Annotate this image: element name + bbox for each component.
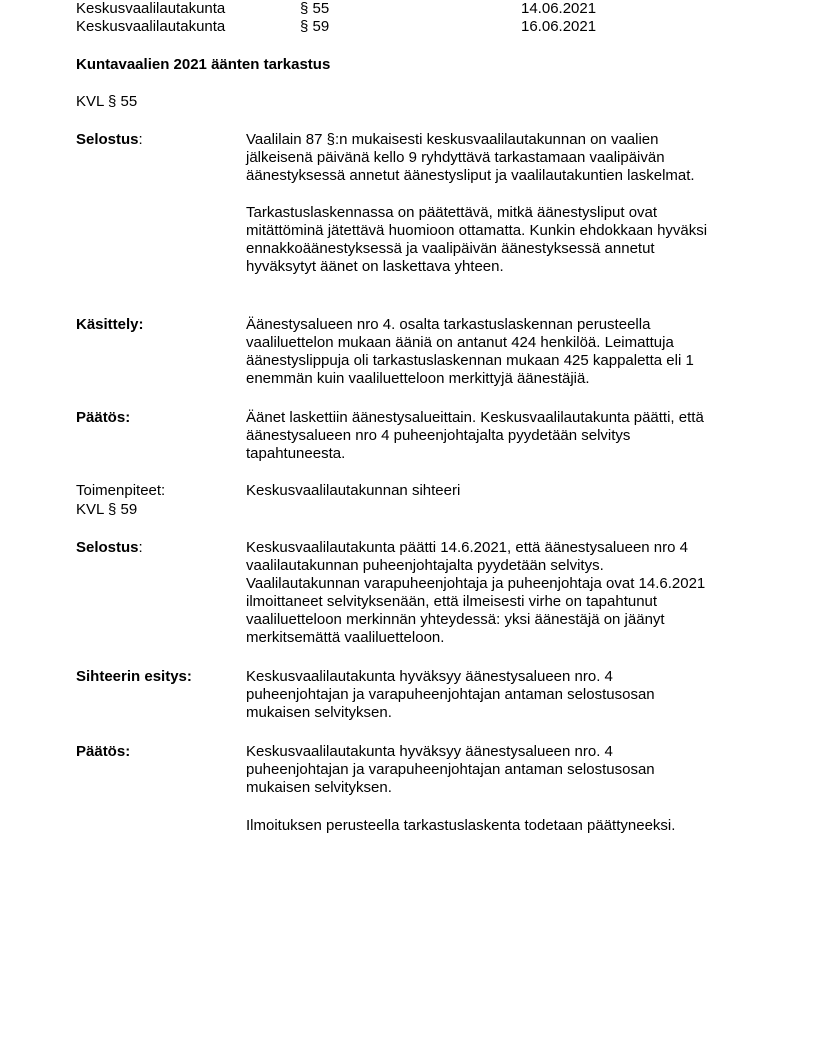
text-line: Keskusvaalilautakunta hyväksyy äänestysalueen nro. 4	[246, 743, 613, 760]
text-line: Vaalilain 87 §:n mukaisesti keskusvaalilautakunnan on vaalien	[246, 131, 659, 148]
text-line: puheenjohtajan ja varapuheenjohtajan antaman selostusosan	[246, 761, 655, 778]
text-line: Tarkastuslaskennassa on päätettävä, mitkä äänestysliput ovat	[246, 204, 658, 221]
reference-kvl-55: KVL § 55	[76, 93, 138, 110]
text-line: Äänet laskettiin äänestysalueittain. Keskusvaalilautakunta päätti, että	[246, 409, 704, 426]
label-selostus: Selostus:	[76, 539, 143, 556]
label-paatos: Päätös:	[76, 409, 131, 426]
paatos-text	[246, 409, 776, 463]
header-row	[76, 18, 776, 36]
selostus-text	[246, 131, 776, 185]
header-body: Keskusvaalilautakunta	[76, 18, 226, 35]
header-section: § 59	[300, 18, 330, 35]
page-title: Kuntavaalien 2021 äänten tarkastus	[76, 56, 331, 73]
toimenpiteet-value: Keskusvaalilautakunnan sihteeri	[246, 482, 461, 499]
header-section: § 55	[300, 0, 330, 17]
text-line: Keskusvaalilautakunta päätti 14.6.2021, että äänestysalueen nro 4	[246, 539, 688, 556]
text-line: Äänestysalueen nro 4. osalta tarkastuslaskennan perusteella	[246, 316, 651, 333]
selostus-text	[246, 539, 776, 647]
label-sihteerin-esitys: Sihteerin esitys:	[76, 668, 192, 685]
header-row	[76, 0, 776, 18]
text-line: vaaliluetteloon merkinnän yhteydessä: yksi äänestäjä on jäänyt	[246, 611, 665, 628]
text-line: mukaisen selvityksen.	[246, 779, 392, 796]
text-line: enemmän kuin vaaliluetteloon merkittyjä äänestäjiä.	[246, 370, 590, 387]
text-line: äänestyksessä annetut äänestysliput ja vaalilautakuntien laskelmat.	[246, 167, 695, 184]
text-line: jälkeisenä päivänä kello 9 ryhdyttävä tarkastamaan vaalipäivän	[246, 149, 665, 166]
text-line: mukaisen selvityksen.	[246, 704, 392, 721]
text-line: ilmoittaneet selvityksenään, että ilmeisesti virhe on tapahtunut	[246, 593, 658, 610]
text-line: äänestyslippuja oli tarkastuslaskennan mukaan 425 kappaletta eli 1	[246, 352, 694, 369]
selostus-text	[246, 204, 776, 276]
text-line: puheenjohtajan ja varapuheenjohtajan antaman selostusosan	[246, 686, 655, 703]
text-line: merkitsemättä vaaliluetteloon.	[246, 629, 445, 646]
text-line: mitättöminä jätettävä huomioon ottamatta. Kunkin ehdokkaan hyväksi	[246, 222, 708, 239]
text-line: Keskusvaalilautakunta hyväksyy äänestysalueen nro. 4	[246, 668, 613, 685]
label-paatos: Päätös:	[76, 743, 131, 760]
text-line: hyväksytyt äänet on laskettava yhteen.	[246, 258, 504, 275]
text-line: Vaalilautakunnan varapuheenjohtaja ja puheenjohtaja ovat 14.6.2021	[246, 575, 706, 592]
text-line: tapahtuneesta.	[246, 445, 346, 462]
label-selostus: Selostus:	[76, 131, 143, 148]
paatos-final-text: Ilmoituksen perusteella tarkastuslaskenta todetaan päättyneeksi.	[246, 817, 676, 834]
text-line: vaalilautakunnan puheenjohtajalta pyydetään selvitys.	[246, 557, 604, 574]
label-toimenpiteet: Toimenpiteet:	[76, 482, 166, 499]
header-date: 14.06.2021	[521, 0, 597, 17]
reference-kvl-59: KVL § 59	[76, 501, 138, 518]
sihteerin-esitys-text	[246, 668, 776, 722]
label-kasittely: Käsittely:	[76, 316, 144, 333]
header-body: Keskusvaalilautakunta	[76, 0, 226, 17]
text-line: vaaliluettelon mukaan ääniä on antanut 424 henkilöä. Leimattuja	[246, 334, 674, 351]
text-line: äänestysalueen nro 4 puheenjohtajalta pyydetään selvitys	[246, 427, 631, 444]
paatos-text	[246, 743, 776, 797]
kasittely-text	[246, 316, 776, 388]
text-line: ennakkoäänestyksessä ja vaalipäivän äänestyksessä annetut	[246, 240, 655, 257]
header-date: 16.06.2021	[521, 18, 597, 35]
